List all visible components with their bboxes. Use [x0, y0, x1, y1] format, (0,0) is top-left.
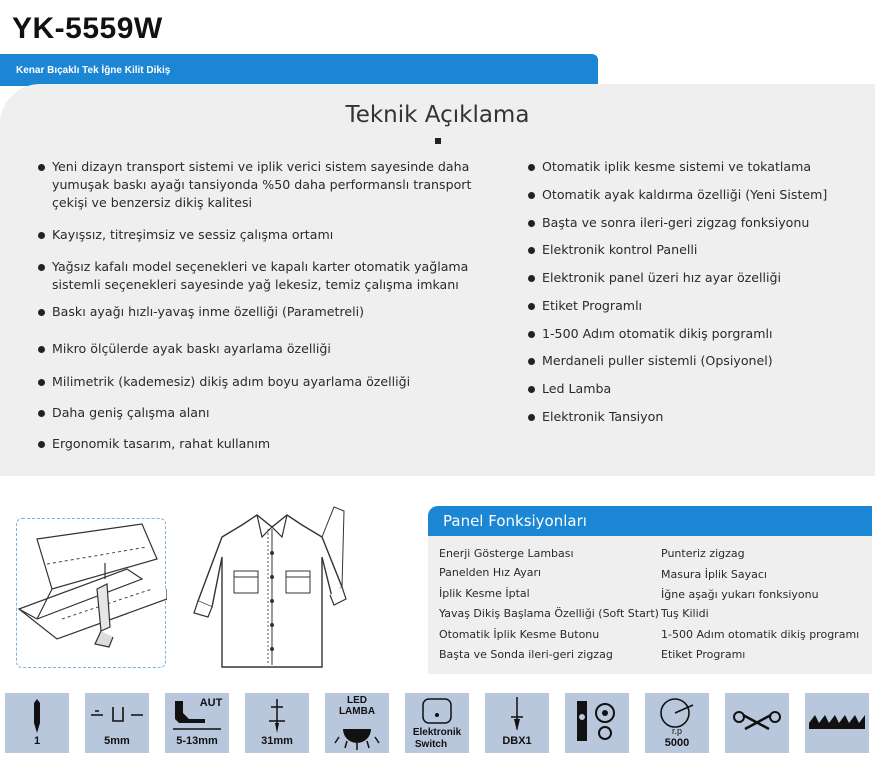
panel-function-item: Panelden Hız Ayarı — [439, 566, 542, 579]
led-lamp-tile — [325, 693, 389, 753]
feature-item: Merdaneli puller sistemli (Opsiyonel) — [528, 352, 868, 370]
presser-foot-lift-label: 5-13mm — [176, 735, 218, 747]
feature-item: Otomatik iplik kesme sistemi ve tokatlama — [528, 158, 868, 176]
stitch-width-tile — [85, 693, 149, 753]
panel-function-item: Enerji Gösterge Lambası — [439, 547, 574, 560]
needle-bar-tile — [245, 693, 309, 753]
speed-rpm-label: 5000 — [664, 737, 690, 749]
model-title: YK-5559W — [12, 12, 163, 45]
panel-function-item: Başta ve Sonda ileri-geri zigzag — [439, 648, 613, 661]
edge-cutter-tile — [805, 693, 869, 753]
fabric-needle-illustration — [17, 519, 167, 669]
feature-item: Etiket Programlı — [528, 297, 868, 315]
panel-function-item: Masura İplik Sayacı — [661, 568, 767, 581]
feature-item: Otomatik ayak kaldırma özelliği (Yeni Sistem] — [528, 186, 868, 204]
shirt-illustration — [182, 497, 362, 682]
title-divider-dot — [435, 138, 441, 144]
feature-item: Daha geniş çalışma alanı — [38, 404, 508, 422]
rpm-unit-label: r.p — [671, 726, 682, 736]
feature-item: Mikro ölçülerde ayak baskı ayarlama özelliği — [38, 340, 508, 358]
thread-winder-tile — [565, 693, 629, 753]
panel-function-item: 1-500 Adım otomatik dikiş programı — [661, 628, 860, 641]
electronic-label: Elektronik — [412, 727, 462, 738]
auto-lift-label: AUT — [199, 697, 223, 709]
feature-item: Yeni dizayn transport sistemi ve iplik verici sistem sayesinde daha yumuşak baskı ayağı tansiyonda %50 daha performanslı transport çekişi ve benzersiz dikiş kalitesi — [38, 158, 508, 212]
stitch-width-label: 5mm — [104, 735, 130, 747]
sewing-diagram — [16, 518, 166, 668]
feature-item: Yağsız kafalı model seçenekleri ve kapalı karter otomatik yağlama sistemli seçenekleri sayesinde yağ lekesiz, temiz çalışma imkanı — [38, 258, 508, 294]
panel-function-item: İğne aşağı yukarı fonksiyonu — [661, 588, 819, 601]
thread-trimmer-tile — [725, 693, 789, 753]
electronic-switch-tile — [405, 693, 469, 753]
needle-system-tile — [485, 693, 549, 753]
panel-function-item: Tuş Kilidi — [661, 607, 709, 620]
feature-item: Led Lamba — [528, 380, 868, 398]
panel-functions-title: Panel Fonksiyonları — [443, 512, 587, 530]
feature-item: Başta ve sonra ileri-geri zigzag fonksiyonu — [528, 214, 868, 232]
feature-item: Milimetrik (kademesiz) dikiş adım boyu ayarlama özelliği — [38, 373, 508, 391]
needle-system-label: DBX1 — [502, 735, 532, 747]
presser-foot-tile — [165, 693, 229, 753]
panel-function-item: Punteriz zigzag — [661, 547, 745, 560]
technical-title: Teknik Açıklama — [345, 102, 530, 128]
panel-function-item: Etiket Programı — [661, 648, 746, 661]
feature-item: Ergonomik tasarım, rahat kullanım — [38, 435, 508, 453]
needle-count-label: 1 — [33, 735, 41, 747]
subtitle: Kenar Bıçaklı Tek İğne Kilit Dikiş — [16, 65, 171, 76]
led-label: LED — [347, 695, 367, 706]
feature-item: Elektronik panel üzeri hız ayar özelliği — [528, 269, 868, 287]
feature-item: 1-500 Adım otomatik dikiş porgramlı — [528, 325, 868, 343]
spec-icon-row — [0, 693, 875, 753]
shirt-drawing — [182, 497, 362, 677]
thread-trimmer-icon — [725, 693, 789, 753]
switch-label: Switch — [414, 739, 448, 750]
needle-bar-stroke-label: 31mm — [261, 735, 293, 747]
feature-item: Kayışsız, titreşimsiz ve sessiz çalışma ortamı — [38, 226, 508, 244]
thread-winder-icon — [565, 693, 629, 753]
needle-count-tile — [5, 693, 69, 753]
feature-item: Elektronik kontrol Panelli — [528, 241, 868, 259]
speed-tile — [645, 693, 709, 753]
feature-item: Elektronik Tansiyon — [528, 408, 868, 426]
edge-cutter-icon — [805, 693, 869, 753]
panel-function-item: Yavaş Dikiş Başlama Özelliği (Soft Start) — [439, 607, 659, 620]
panel-function-item: İplik Kesme İptal — [439, 587, 530, 600]
panel-function-item: Otomatik İplik Kesme Butonu — [439, 628, 600, 641]
lamba-label: LAMBA — [338, 706, 376, 717]
feature-item: Baskı ayağı hızlı-yavaş inme özelliği (Parametreli) — [38, 303, 508, 321]
